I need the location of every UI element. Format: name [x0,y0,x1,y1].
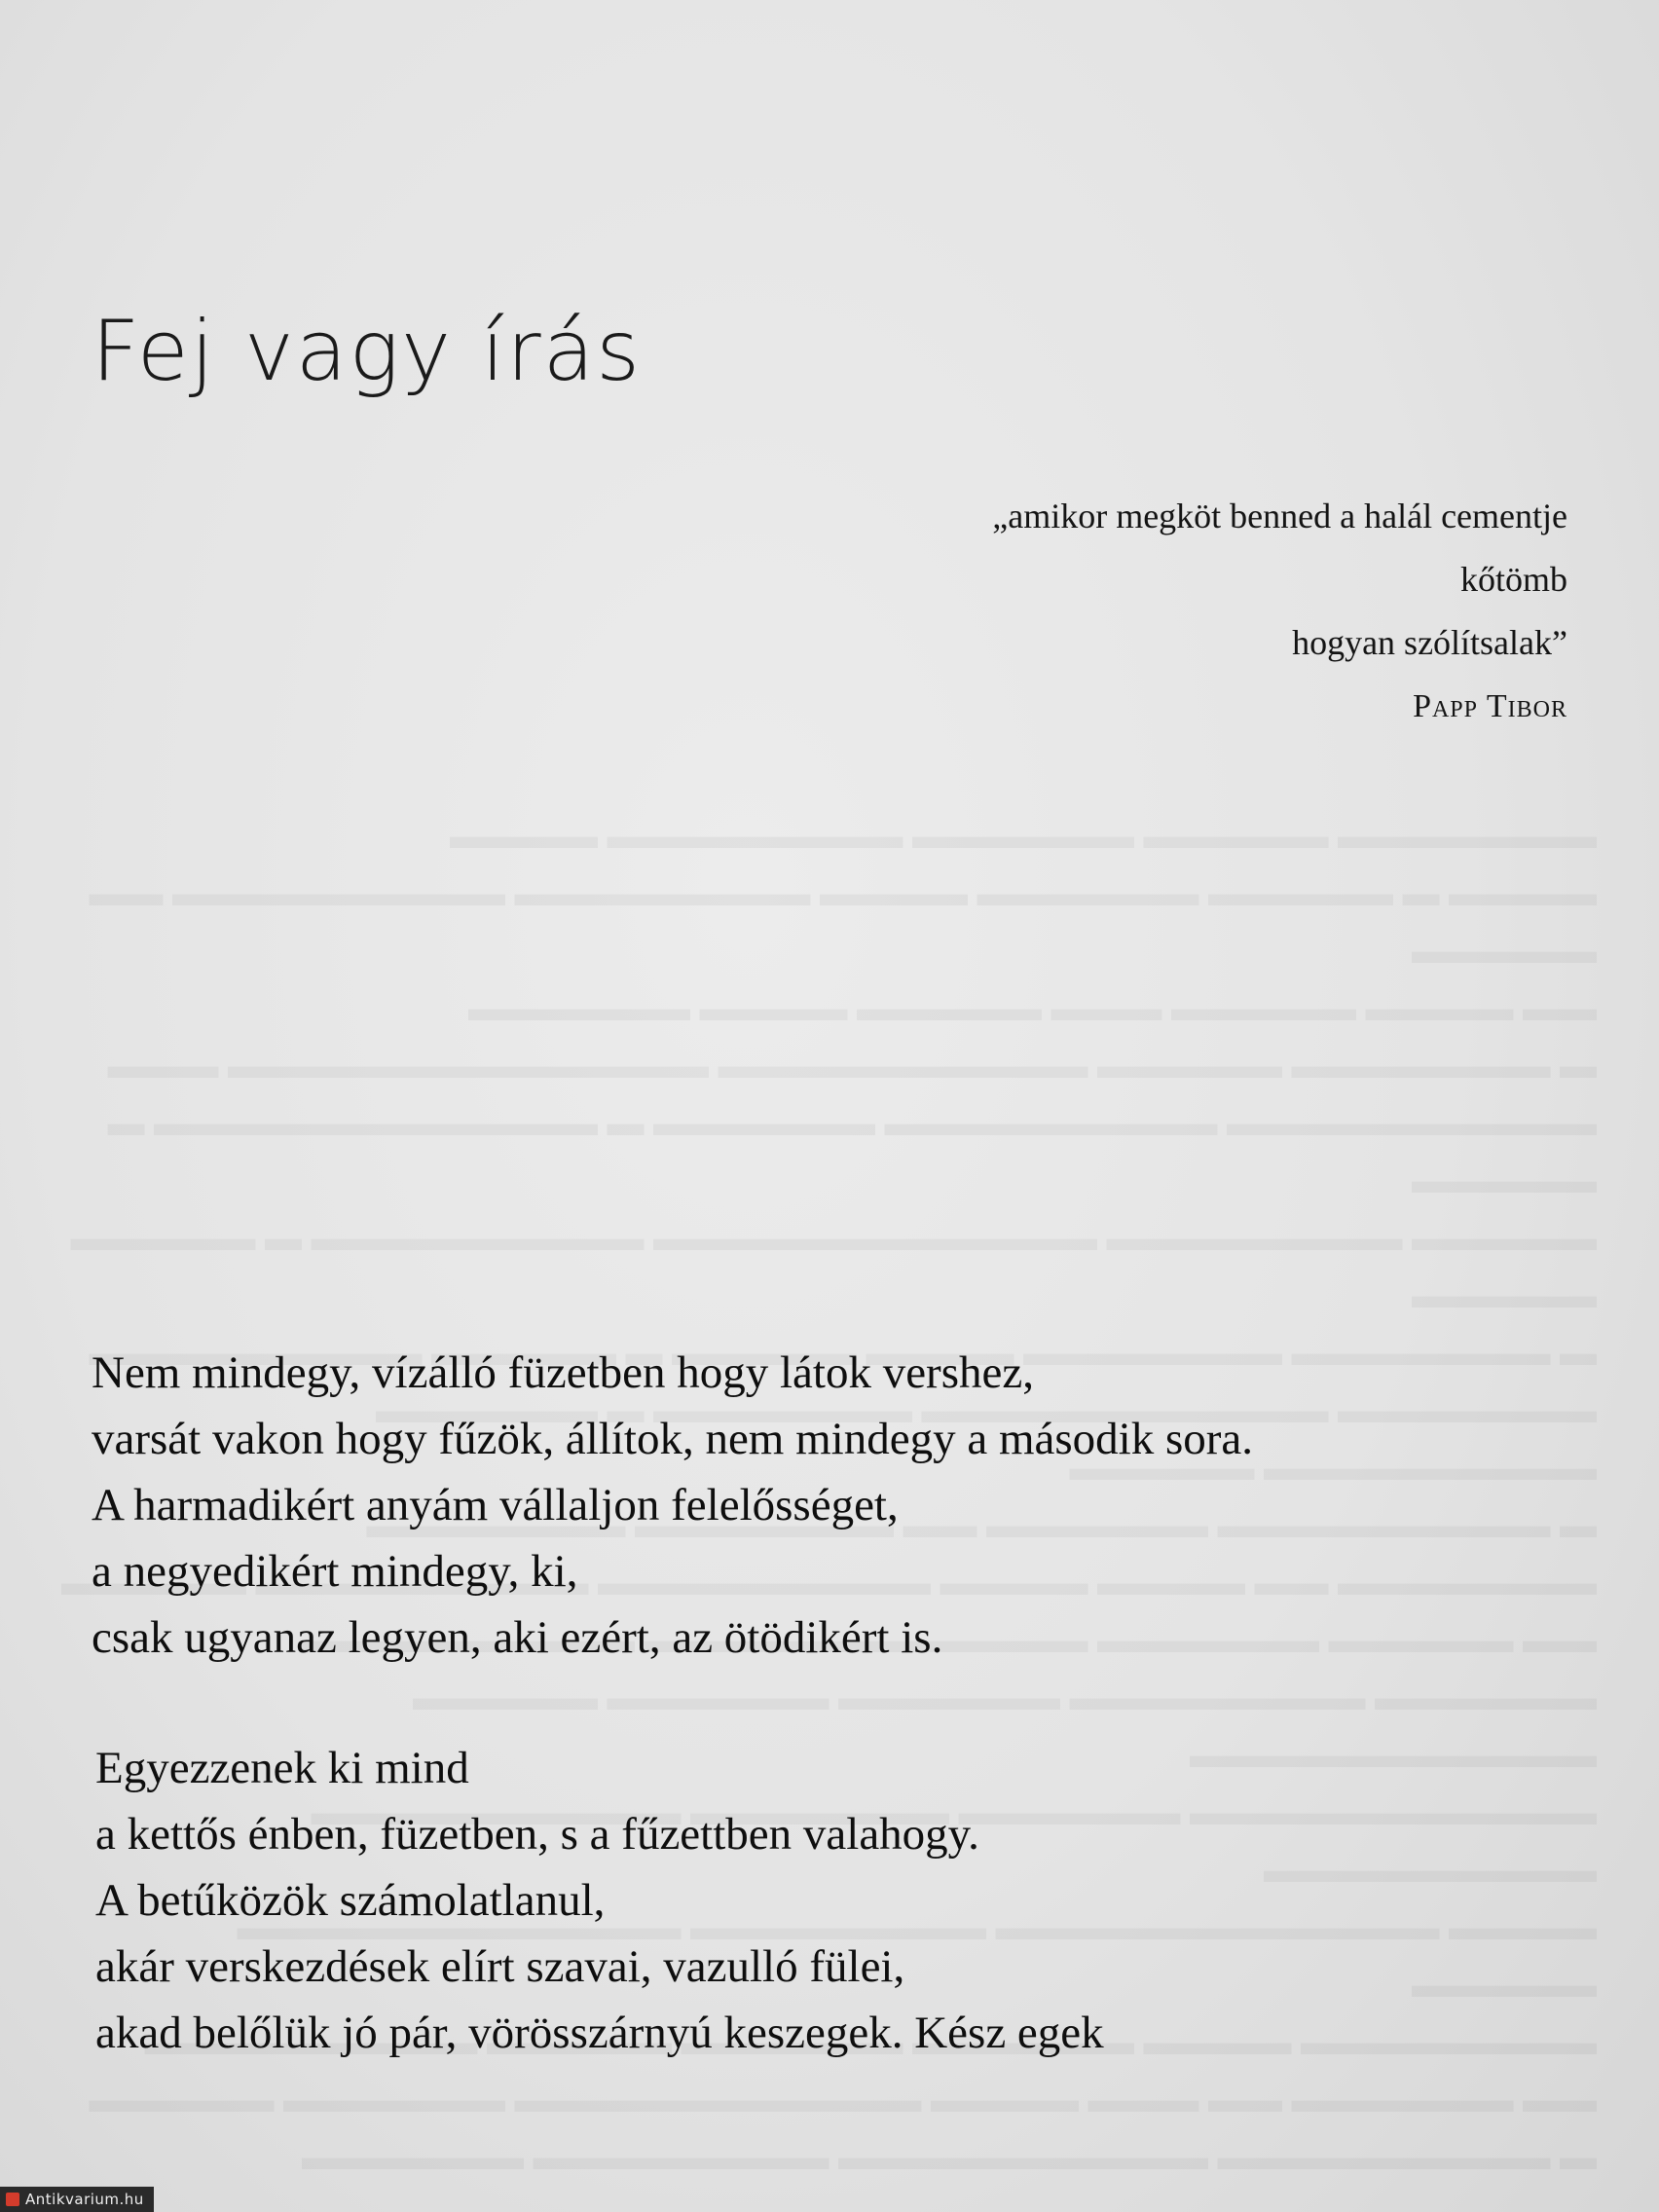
epigraph-author: Papp Tibor [1413,688,1567,724]
epigraph-line: kőtömb [1459,560,1567,599]
epigraph-line: hogyan szólítsalak” [1292,623,1567,662]
poem-line: Nem mindegy, vízálló füzetben hogy látok vershez, [92,1347,1034,1398]
poem-line: A harmadikért anyám vállaljon felelősséget, [92,1480,899,1530]
poem-line: akad belőlük jó pár, vörösszárnyú keszegek. Kész egek [95,2008,1104,2058]
book-icon [6,2193,19,2206]
poem-line: a kettős énben, füzetben, s a fűzettben valahogy. [95,1809,979,1860]
poem-line: a negyedikért mindegy, ki, [92,1546,578,1597]
watermark-text: Antikvarium.hu [25,2191,144,2208]
poem-line: akár verskezdések elírt szavai, vazulló fülei, [95,1941,905,1992]
poem-line: A betűközök számolatlanul, [95,1875,606,1926]
watermark [0,2187,154,2212]
epigraph [691,485,1567,738]
poem-line: Egyezzenek ki mind [95,1743,469,1793]
poem-stanza [92,1340,1253,1671]
poem-line: csak ugyanaz legyen, aki ezért, az ötödikért is. [92,1612,943,1663]
epigraph-line: „amikor megköt benned a halál cementje [992,497,1567,535]
page-title: Fej vagy írás [92,303,643,400]
poem-body [92,1340,1253,2066]
poem-stanza [92,1735,1253,2066]
poem-line: varsát vakon hogy fűzök, állítok, nem mindegy a második sora. [92,1414,1254,1464]
